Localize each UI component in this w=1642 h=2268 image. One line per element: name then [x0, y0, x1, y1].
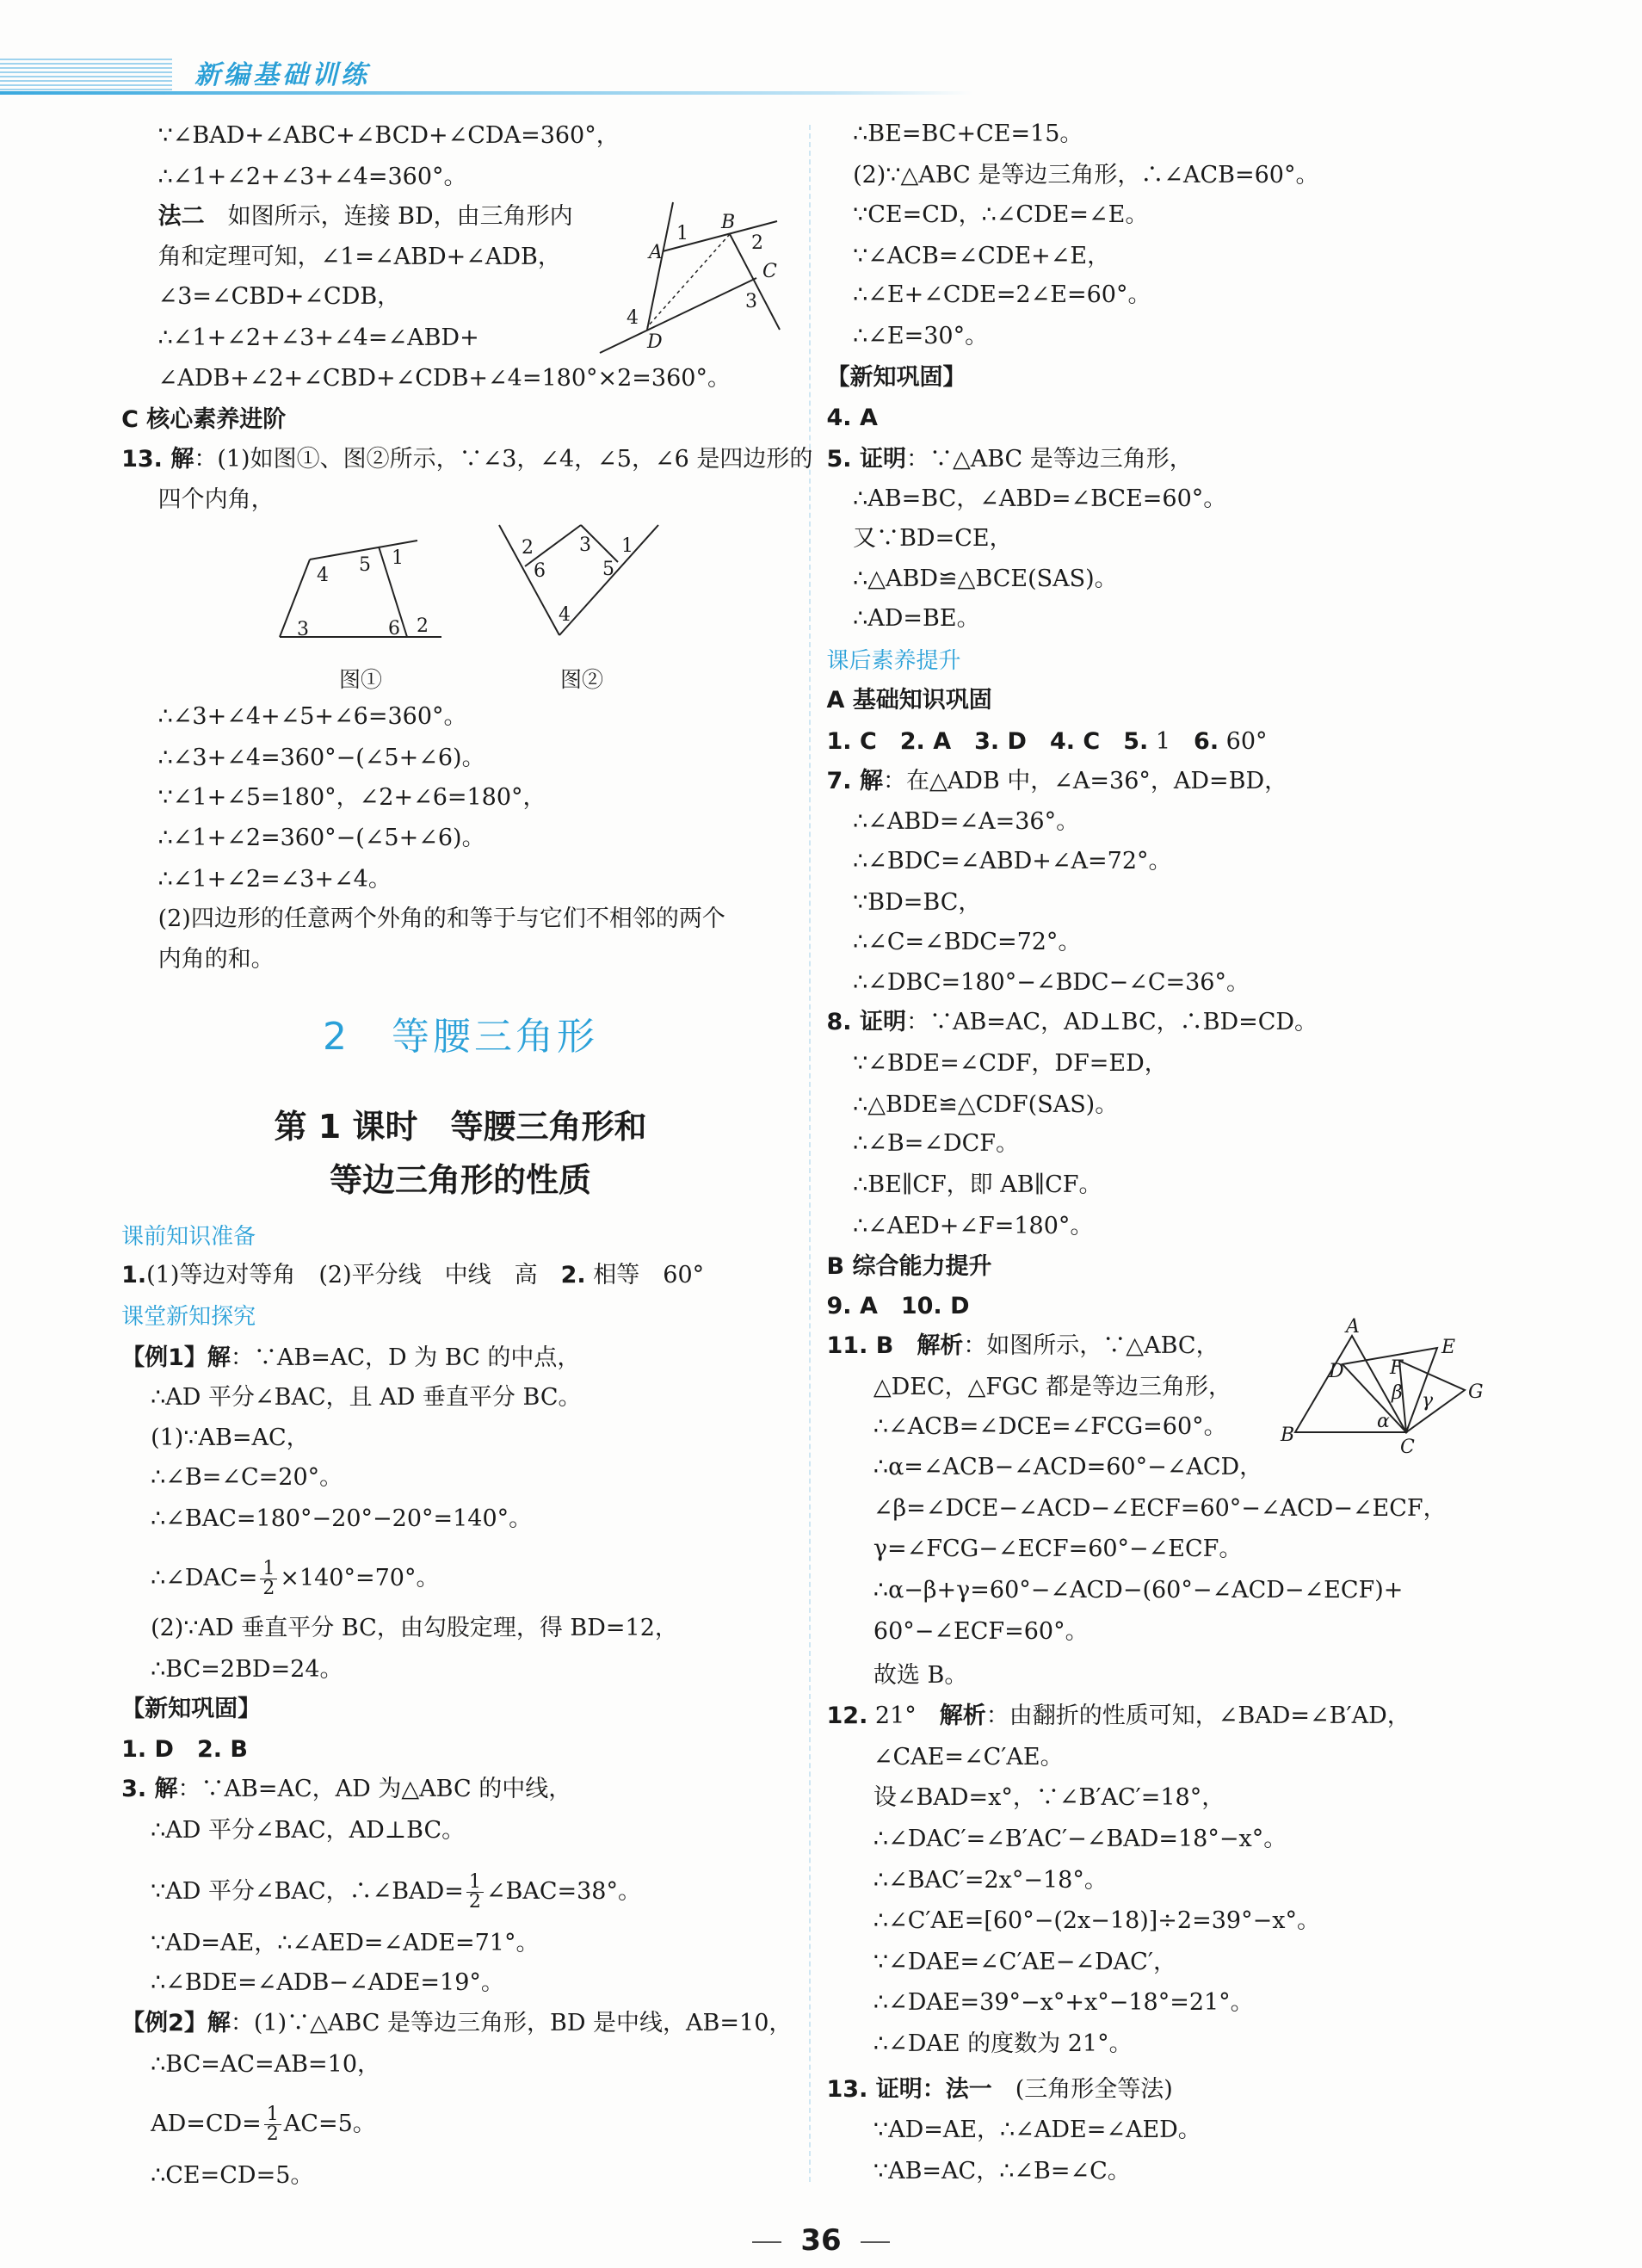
text-segment: ∴AD 平分∠BAC，AD⊥BC。 [151, 1816, 466, 1844]
lesson-title-line-1: 第 1 课时 等腰三角形和 [274, 1108, 647, 1146]
bold-label: 【例2】解 [121, 2010, 231, 2037]
fig-label: F [1390, 1357, 1404, 1379]
text-segment: ∵∠DAE=∠C′AE−∠DAC′， [873, 1948, 1176, 1975]
text-segment: ∵BD=BC， [853, 888, 982, 916]
text-segment: ∴∠DAC′=∠B′AC′−∠BAD=18°−x°。 [873, 1825, 1287, 1852]
text-segment: 故选 B。 [873, 1661, 968, 1689]
bold-label: C 核心素养进阶 [121, 405, 287, 433]
text-segment: ：如图所示，∵△ABC， [963, 1332, 1219, 1359]
fig-label: C [1400, 1437, 1415, 1458]
fig-label: 2 [751, 232, 763, 254]
fig-label: 5 [359, 554, 371, 576]
text-segment: ∴∠1+∠2+∠3+∠4=360°。 [157, 163, 467, 190]
fig-label: 6 [534, 560, 546, 582]
text-segment: (2)四边形的任意两个外角的和等于与它们不相邻的两个 [157, 905, 725, 932]
fig-label: 5 [602, 559, 614, 580]
text-segment: ∵AD=AE，∴∠AED=∠ADE=71°。 [151, 1929, 540, 1956]
text-segment: ：∵AB=AC，AD⊥BC，∴BD=CD。 [905, 1009, 1318, 1036]
text-segment: 课前知识准备 [121, 1223, 256, 1250]
fig-label: 3 [579, 535, 591, 556]
page-number: 36 [800, 2223, 842, 2258]
numerator: 1 [262, 1558, 275, 1580]
fig-label: B [1281, 1424, 1295, 1446]
text-segment: ∴∠B=∠C=20°。 [151, 1464, 343, 1491]
text-segment: 1 [1148, 727, 1194, 755]
bold-label: 解析 [917, 1332, 964, 1359]
figure-quadrilateral-bd [600, 202, 780, 353]
bold-label: 3. 解 [121, 1776, 178, 1803]
text-segment: ∴∠ABD=∠A=36°。 [853, 808, 1080, 836]
text-segment: ∴∠DAE=39°−x°+x°−18°=21°。 [873, 1989, 1254, 2017]
bold-label: 1. D 2. B [121, 1736, 248, 1764]
fig-label: 3 [297, 619, 309, 640]
text-segment: ∴∠C=∠BDC=72°。 [853, 928, 1082, 955]
denominator: 2 [466, 1892, 484, 1912]
page-number-row [0, 2223, 1642, 2258]
bold-label: 法二 [157, 202, 205, 230]
text-segment: ∠CAE=∠C′AE。 [873, 1743, 1064, 1771]
fig-label: B [721, 212, 736, 233]
text-segment: ∴∠3+∠4=360°−(∠5+∠6)。 [157, 744, 485, 771]
text-segment: (1)等边对等角 (2)平分线 中线 高 [146, 1262, 561, 1289]
bold-label: 8. 证明 [826, 1009, 906, 1036]
bold-label: 7. 解 [826, 767, 883, 794]
bold-label: A 基础知识巩固 [826, 687, 992, 714]
bold-label: 【新知巩固】 [121, 1695, 262, 1722]
text-segment: ∴∠DAE 的度数为 21°。 [873, 2030, 1133, 2057]
figure-1-caption: 图① [339, 667, 383, 692]
fig-label: 2 [522, 537, 534, 559]
text-segment: ∴∠1+∠2=360°−(∠5+∠6)。 [157, 825, 485, 852]
text-segment: ∵∠BDE=∠CDF，DF=ED， [853, 1049, 1168, 1077]
bold-label: B 综合能力提升 [826, 1253, 992, 1281]
text-segment: ∴∠B=∠DCF。 [853, 1130, 1020, 1158]
fig-label: 1 [621, 535, 633, 557]
text-segment: △DEC，△FGC 都是等边三角形， [873, 1373, 1232, 1400]
text-segment: ∠β=∠DCE−∠ACD−∠ECF=60°−∠ACD−∠ECF， [873, 1494, 1447, 1522]
text-segment: ∵∠ACB=∠CDE+∠E， [853, 242, 1111, 269]
text-segment: ：在△ADB 中，∠A=36°，AD=BD， [882, 767, 1288, 794]
fig-label: β [1392, 1382, 1403, 1404]
bold-label: 【新知巩固】 [826, 363, 966, 391]
text-segment: (2)∵AD 垂直平分 BC，由勾股定理，得 BD=12， [151, 1615, 678, 1642]
text-segment: ∴∠ACB=∠DCE=∠FCG=60°。 [873, 1412, 1227, 1440]
fig-label: γ [1422, 1390, 1434, 1412]
fig-label: A [1346, 1316, 1360, 1338]
bold-label: 13. 证明：法一 [826, 2075, 992, 2103]
text-segment: ∴BE=BC+CE=15。 [853, 121, 1083, 148]
fig-label: 6 [388, 618, 400, 640]
text-segment: AD=CD= [151, 2110, 262, 2138]
text-segment: ∵∠BAD+∠ABC+∠BCD+∠CDA=360°， [157, 122, 620, 150]
text-segment: ∴BC=2BD=24。 [151, 1655, 343, 1683]
text-segment: ：(1)∵△ABC 是等边三角形，BD 是中线，AB=10， [230, 2010, 793, 2037]
fig-label: 4 [317, 565, 329, 586]
text-segment: γ=∠FCG−∠ECF=60°−∠ECF。 [873, 1536, 1243, 1563]
text-segment: 60° [1219, 727, 1268, 755]
text-segment: ∵CE=CD，∴∠CDE=∠E。 [853, 201, 1149, 228]
text-segment: ∴α=∠ACB−∠ACD=60°−∠ACD， [873, 1454, 1263, 1481]
fig-label: 3 [745, 291, 757, 312]
numerator: 1 [266, 2104, 279, 2126]
fig-label: 4 [559, 604, 571, 626]
lesson-title-line-2: 等边三角形的性质 [329, 1161, 591, 1199]
numerator: 1 [468, 1871, 481, 1893]
section-title: 2 等腰三角形 [323, 1015, 598, 1059]
page-dash [752, 2241, 781, 2243]
bold-label: 【例1】解 [121, 1344, 231, 1371]
figure-2-caption: 图② [560, 667, 604, 692]
text-segment: AC=5。 [283, 2110, 376, 2138]
text-segment: ∴∠C′AE=[60°−(2x−18)]÷2=39°−x°。 [873, 1907, 1320, 1935]
text-segment: ：∵△ABC 是等边三角形， [905, 445, 1193, 473]
bold-label: 6. [1194, 727, 1219, 755]
fig-label: A [649, 242, 663, 263]
text-segment: 21° [867, 1703, 940, 1730]
text-segment: 设∠BAD=x°，∵∠B′AC′=18°， [873, 1784, 1225, 1812]
fig-label: C [762, 261, 777, 282]
text-segment: 课堂新知探究 [121, 1304, 256, 1330]
fig-label: G [1468, 1381, 1484, 1403]
text-segment: ∴AB=BC，∠ABD=∠BCE=60°。 [853, 485, 1227, 512]
text-segment: ：(1)如图①、图②所示，∵∠3，∠4，∠5，∠6 是四边形的 [194, 445, 813, 473]
text-segment: (2)∵△ABC 是等边三角形，∴∠ACB=60°。 [853, 162, 1319, 188]
text-segment: ：由翻折的性质可知，∠BAD=∠B′AD， [985, 1703, 1411, 1730]
text-segment: ∴BE∥CF，即 AB∥CF。 [853, 1171, 1102, 1198]
text-segment: ∠BAC=38°。 [485, 1878, 641, 1905]
fig-label: E [1441, 1337, 1456, 1358]
text-segment: ∴∠1+∠2+∠3+∠4=∠ABD+ [157, 324, 479, 351]
bold-label: 13. 解 [121, 445, 194, 473]
text-segment: 相等 60° [585, 1262, 705, 1289]
bold-label: 2. [560, 1262, 586, 1289]
text-segment: ∵AB=AC，∴∠B=∠C。 [873, 2157, 1131, 2185]
text-segment: ∵AD 平分∠BAC，∴∠BAD= [151, 1878, 464, 1905]
text-segment: 如图所示，连接 BD，由三角形内 [204, 202, 573, 230]
text-segment: ∴∠BAC=180°−20°−20°=140°。 [151, 1505, 533, 1532]
text-segment: ：∵AB=AC，D 为 BC 的中点， [230, 1344, 581, 1371]
bold-label: 1. [121, 1262, 147, 1289]
text-segment: 又∵BD=CE， [853, 524, 1013, 552]
bold-label: 11. B [826, 1332, 894, 1359]
text-segment: ∴△BDE≌△CDF(SAS)。 [853, 1091, 1119, 1118]
text-segment: ∠ADB+∠2+∠CBD+∠CDB+∠4=180°×2=360°。 [157, 365, 731, 392]
text-segment: ∴∠E=30°。 [853, 323, 989, 349]
page-dash [861, 2241, 890, 2243]
bold-label: 9. A 10. D [826, 1293, 970, 1320]
text-segment: ∵∠1+∠5=180°，∠2+∠6=180°， [157, 783, 546, 811]
text-segment: ∴AD 平分∠BAC，且 AD 垂直平分 BC。 [151, 1383, 582, 1411]
fig-label: α [1377, 1411, 1390, 1432]
text-segment: ∴∠E+∠CDE=2∠E=60°。 [853, 281, 1151, 309]
text-segment: ∴AD=BE。 [853, 605, 980, 633]
text-segment: ∴△ABD≌△BCE(SAS)。 [853, 565, 1118, 593]
text-segment: ：∵AB=AC，AD 为△ABC 的中线， [177, 1776, 572, 1803]
book-title: 新编基础训练 [194, 60, 370, 90]
denominator: 2 [260, 1579, 277, 1598]
fig-label: D [647, 331, 663, 353]
text-segment: ∴∠DAC= [151, 1565, 258, 1592]
fig-label: 1 [676, 223, 688, 244]
text-segment: ∵AD=AE，∴∠ADE=∠AED。 [873, 2117, 1201, 2144]
bold-label: 解析 [939, 1703, 986, 1730]
text-segment: (1)∵AB=AC， [151, 1424, 310, 1452]
text-segment: (三角形全等法) [991, 2075, 1173, 2103]
text-segment: 四个内角， [157, 486, 275, 514]
text-segment: ∴∠BAC′=2x°−18°。 [873, 1866, 1108, 1894]
fig-label: 2 [417, 615, 429, 637]
text-segment: ∴∠BDE=∠ADB−∠ADE=19°。 [151, 1968, 504, 1996]
bold-label: 12. [826, 1703, 868, 1730]
text-segment: ∴α−β+γ=60°−∠ACD−(60°−∠ACD−∠ECF)+ [873, 1576, 1404, 1604]
text-segment: ∴∠BDC=∠ABD+∠A=72°。 [853, 848, 1172, 875]
text-segment: 角和定理可知，∠1=∠ABD+∠ADB， [157, 244, 561, 271]
text-segment: 课后素养提升 [826, 648, 961, 675]
fig-label: 4 [627, 307, 639, 329]
fig-label: D [1329, 1361, 1344, 1382]
text-segment: ∴∠AED+∠F=180°。 [853, 1212, 1094, 1239]
fig-label: 1 [392, 547, 404, 569]
text-segment: ∴BC=AC=AB=10， [151, 2050, 380, 2078]
denominator: 2 [264, 2124, 281, 2144]
bold-label: 4. A [826, 405, 878, 432]
bold-label: 5. 证明 [826, 445, 906, 473]
text-segment: 内角的和。 [157, 946, 275, 973]
text-segment: ∴∠3+∠4+∠5+∠6=360°。 [157, 703, 467, 730]
text-segment: ×140°=70°。 [280, 1565, 440, 1592]
text-segment: 60°−∠ECF=60°。 [873, 1617, 1089, 1645]
text-segment: ∠3=∠CBD+∠CDB， [157, 283, 401, 311]
text-segment: ∴∠1+∠2=∠3+∠4。 [157, 865, 392, 893]
bold-label: 1. C 2. A 3. D 4. C 5. [826, 727, 1149, 755]
text-segment: ∴∠DBC=180°−∠BDC−∠C=36°。 [853, 969, 1250, 997]
text-segment: ∴CE=CD=5。 [151, 2161, 314, 2189]
